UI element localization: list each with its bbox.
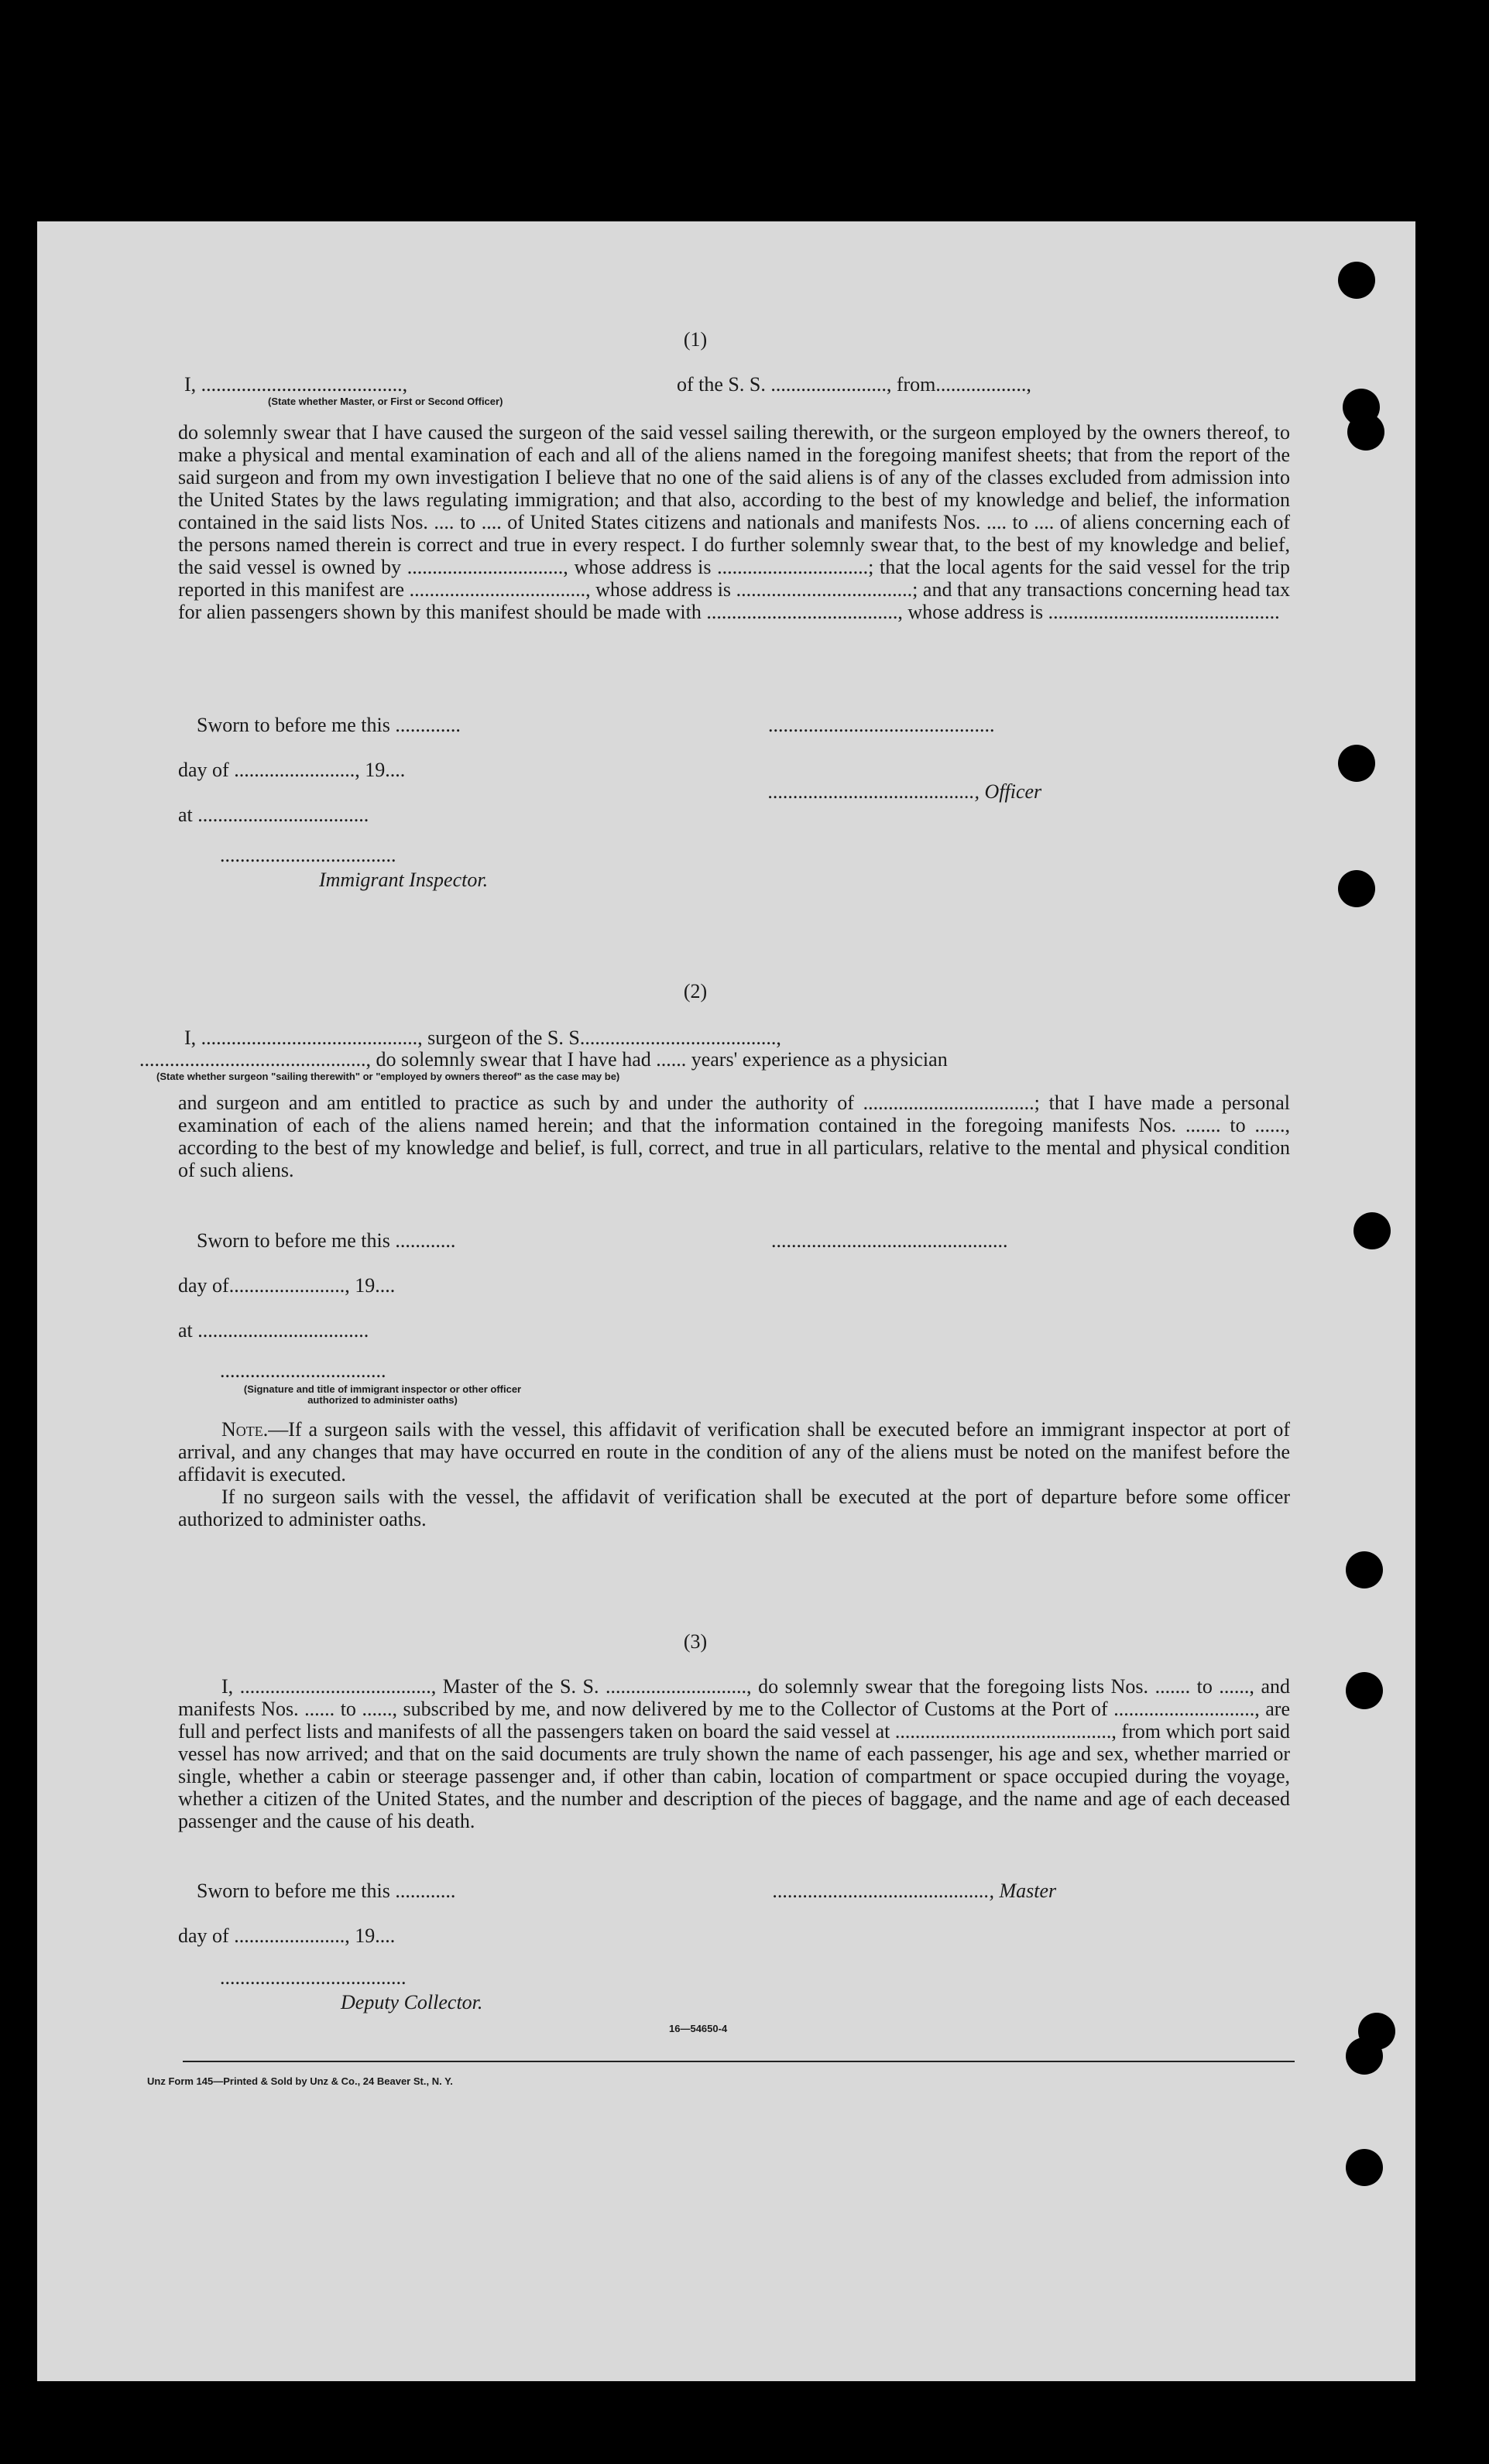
- section-3-number: (3): [683, 1630, 708, 1653]
- punch-hole: [1353, 1212, 1391, 1249]
- footer-rule: [183, 2061, 1295, 2062]
- section-1-sworn-line: .............................................: [768, 714, 995, 736]
- note-1: —If a surgeon sails with the vessel, this affidavit of verification shall be executed before an immigrant inspector at port of arrival, and any changes that may have occurred en route in the condition of any of the aliens must be noted on the manifest before the affidavit is executed.: [178, 1418, 1290, 1486]
- section-1-signature-line: ...................................: [220, 844, 396, 866]
- section-3-signature-title: Deputy Collector.: [341, 1991, 483, 2013]
- section-2-line2: ............................................., do solemnly swear that I have had ...... years' experience as a physician: [139, 1048, 948, 1071]
- section-1-line1-mid: of the S. S. ......................., from..................,: [677, 373, 1031, 396]
- punch-hole: [1346, 2149, 1383, 2186]
- note-2: If no surgeon sails with the vessel, the affidavit of verification shall be executed at the port of departure before some officer authorized to administer oaths.: [178, 1486, 1290, 1530]
- section-2-body: and surgeon and am entitled to practice as such by and under the authority of ..................................; that I have made a personal examination of each of the aliens named herein; and that the information contained in the foregoing manifests Nos. ....... to ......, according to the best of my knowledge and belief, is full, correct, and true in all particulars, relative to the mental and physical condition of such aliens.: [178, 1091, 1290, 1181]
- section-3-body: [178, 1675, 1290, 1832]
- printer-imprint: Unz Form 145—Printed & Sold by Unz & Co., 24 Beaver St., N. Y.: [147, 2075, 453, 2087]
- section-2-sworn-line: ...............................................: [771, 1229, 1008, 1252]
- section-1-day: day of ........................, 19....: [178, 759, 406, 781]
- punch-hole: [1338, 745, 1375, 782]
- section-1-line1-note: (State whether Master, or First or Second Officer): [268, 396, 503, 407]
- section-2-line2-note: (State whether surgeon "sailing therewith" or "employed by owners thereof" as the case may be): [156, 1071, 620, 1082]
- form-sheet: [37, 221, 1415, 2381]
- section-2-line1: I, ..........................................., surgeon of the S. S.......................................,: [184, 1026, 781, 1049]
- punch-hole: [1338, 870, 1375, 907]
- section-3-body-text: I, ......................................, Master of the S. S. ............................, do solemnly swear that the foregoing lists Nos. ....... to ......, and manifests Nos. ...... to ......, subscribed by me, and now delivered by me to the Collector of Customs at the Port of ............................, are full and perfect lists and manifests of all the passengers taken on board the said vessel at ..........................................., from which port said vessel has now arrived; and that on the said documents are truly shown the name of each passenger, his age and sex, whether married or single, whether a cabin or steerage passenger and, if other than cabin, location of compartment or space occupied during the voyage, whether a citizen of the United States, and the number and description of the pieces of baggage, and the name and age of each deceased passenger and the cause of his death.: [178, 1675, 1290, 1832]
- section-1-body: do solemnly swear that I have caused the surgeon of the said vessel sailing therewith, or the surgeon employed by the owners thereof, to make a physical and mental examination of each and all of the aliens named in the foregoing manifest sheets; that from the report of the said surgeon and from my own investigation I believe that no one of the said aliens is of any of the classes excluded from admission into the United States by the laws regulating immigration; and that also, according to the best of my knowledge and belief, the information contained in the said lists Nos. .... to .... of United States citizens and nationals and manifests Nos. .... to .... of aliens concerning each of the persons named therein is correct and true in every respect. I do further solemnly swear that, to the best of my knowledge and belief, the said vessel is owned by ..............................., whose address is ..............................; that the local agents for the said vessel for the trip reported in this manifest are ..................................., whose address is ...................................; and that any transactions concerning head tax for alien passengers shown by this manifest should be made with ......................................, whose address is ..............................................: [178, 421, 1290, 623]
- section-1-line1-left: I, ........................................,: [184, 373, 408, 396]
- form-code: 16—54650-4: [669, 2023, 728, 2034]
- section-3-signature-line: .....................................: [220, 1966, 407, 1989]
- section-3-sworn: Sworn to before me this ............: [197, 1880, 456, 1902]
- section-1-officer: ........................................., Officer: [768, 780, 1042, 803]
- section-2-number: (2): [683, 980, 708, 1002]
- section-2-notes: [178, 1418, 1290, 1530]
- punch-hole: [1346, 1551, 1383, 1588]
- section-1-sworn: Sworn to before me this .............: [197, 714, 461, 736]
- punch-hole: [1338, 262, 1375, 299]
- punch-hole: [1347, 413, 1384, 451]
- section-3-master: ..........................................., Master: [773, 1880, 1057, 1902]
- section-2-signature-note: (Signature and title of immigrant inspector or other officer authorized to administer oaths): [243, 1383, 522, 1406]
- section-2-day: day of......................., 19....: [178, 1274, 396, 1297]
- section-2-signature-line: .................................: [220, 1359, 386, 1382]
- section-3-day: day of ......................, 19....: [178, 1924, 396, 1947]
- punch-hole: [1346, 1672, 1383, 1709]
- section-2-sworn: Sworn to before me this ............: [197, 1229, 456, 1252]
- section-2-at: at ..................................: [178, 1319, 369, 1342]
- note-label: Note.: [221, 1418, 269, 1441]
- punch-hole: [1346, 2037, 1383, 2075]
- section-1-at: at ..................................: [178, 804, 369, 826]
- section-1-signature-title: Immigrant Inspector.: [319, 869, 489, 891]
- section-1-number: (1): [683, 328, 708, 351]
